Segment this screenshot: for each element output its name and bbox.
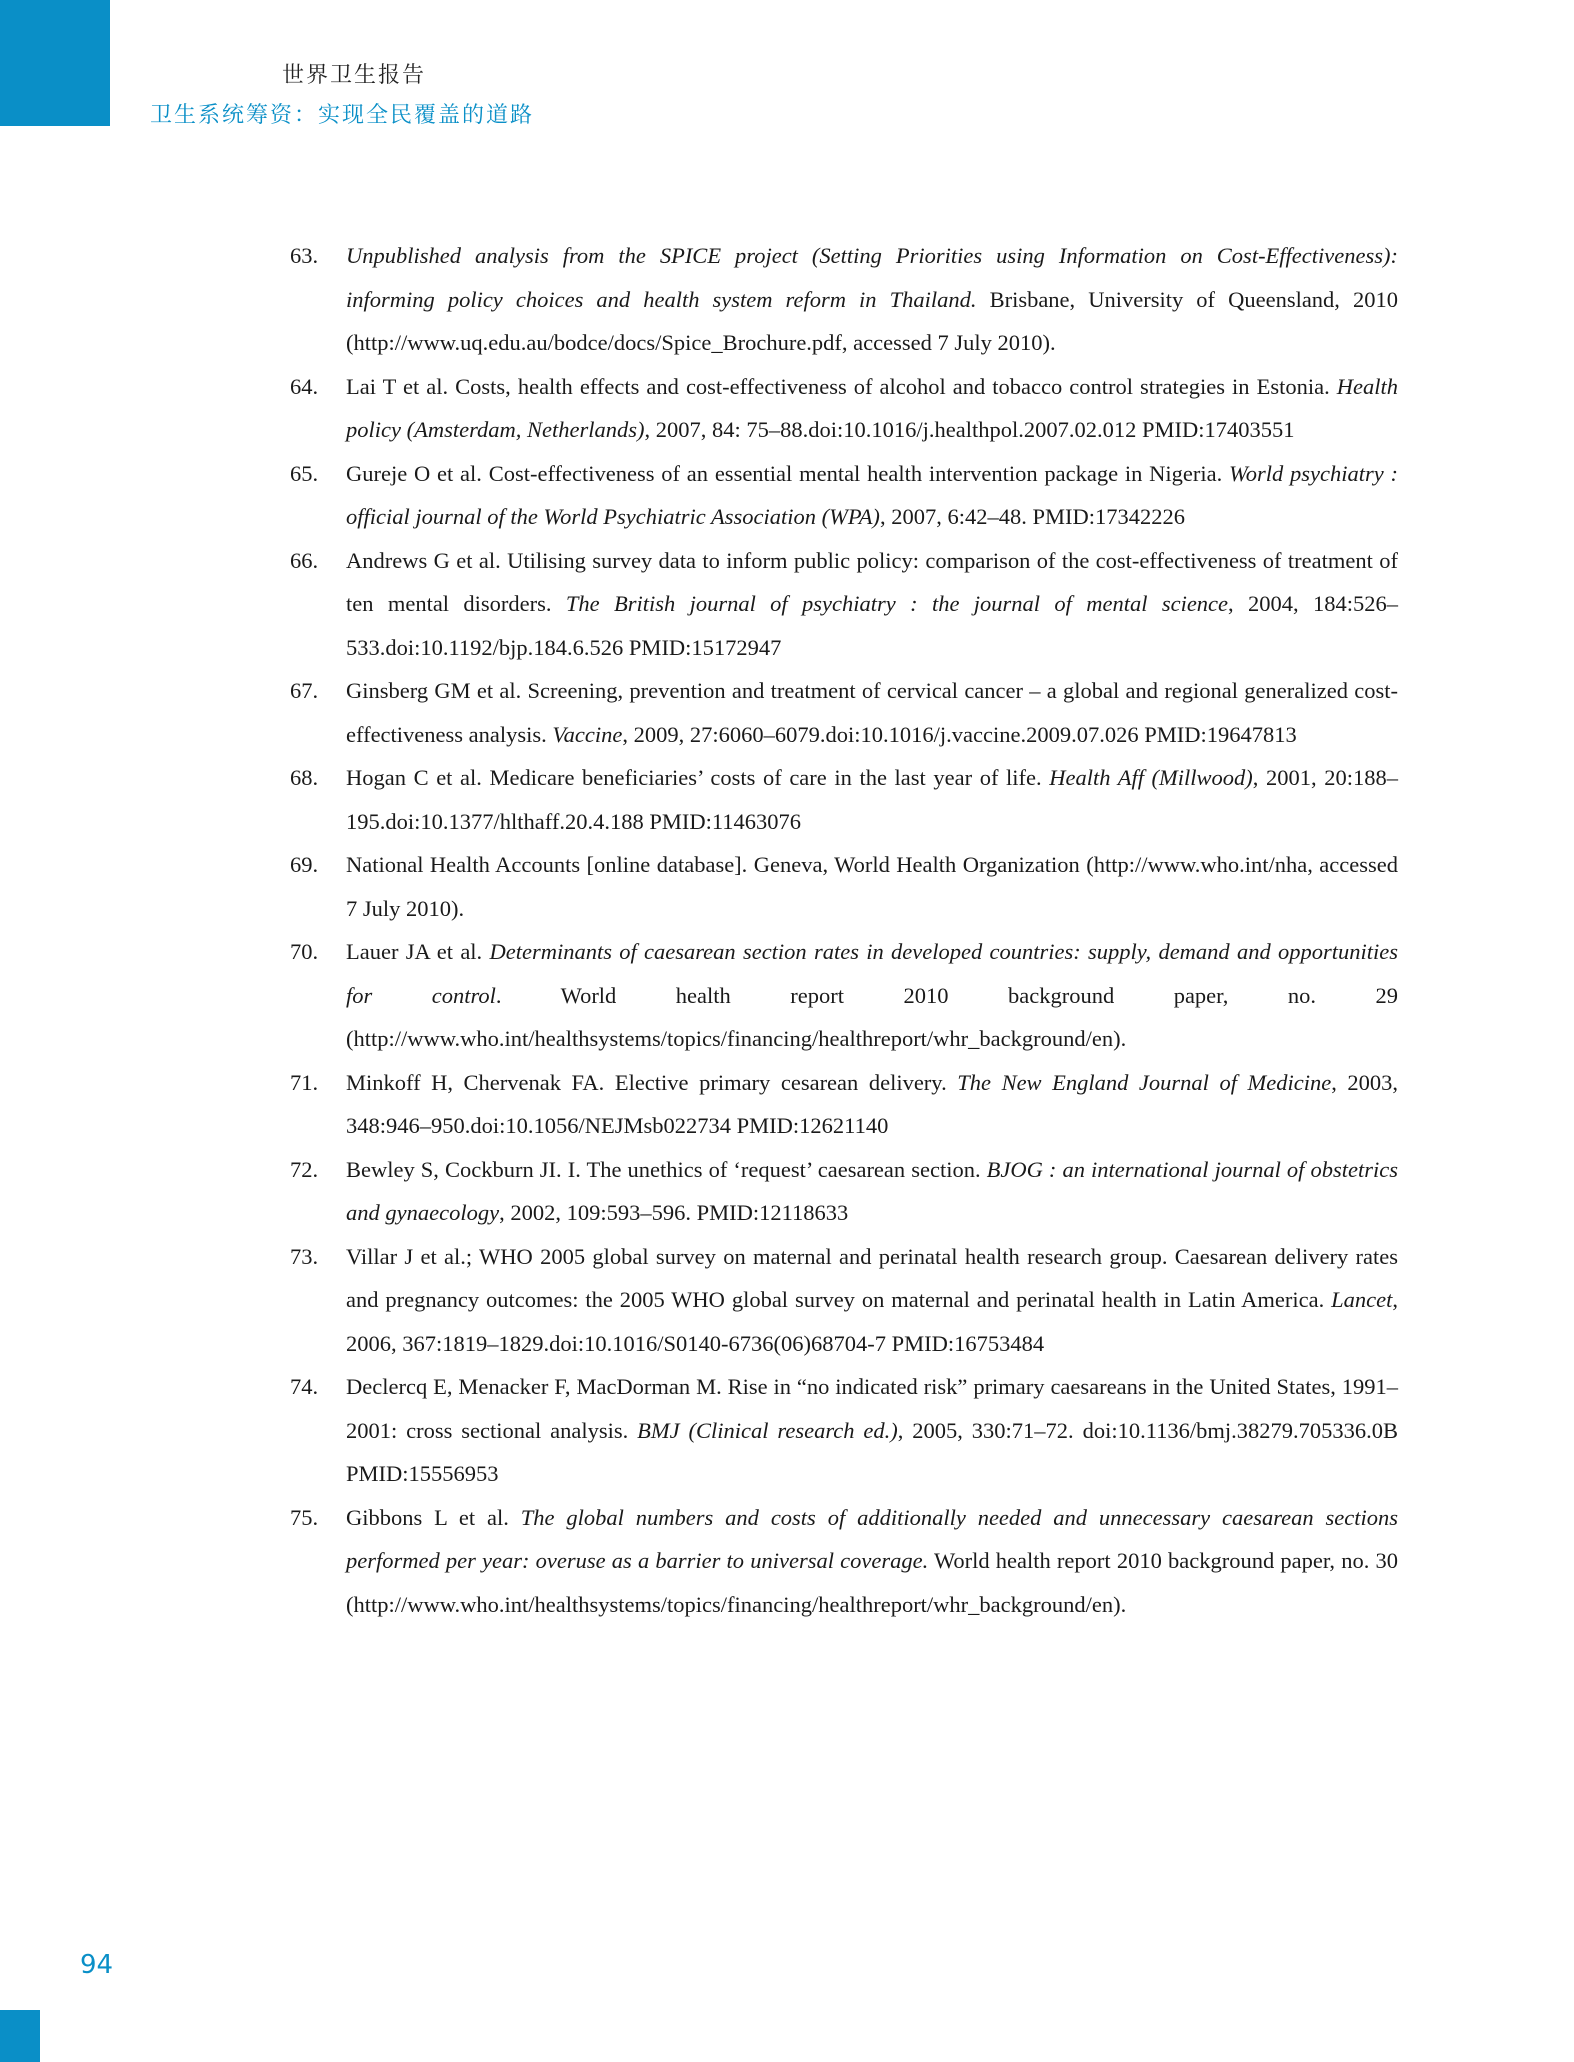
reference-italic-text: The British journal of psychiatry : the journal of mental science <box>565 591 1229 616</box>
reference-text <box>346 852 1398 921</box>
reference-italic-text: The New England Journal of Medicine <box>957 1069 1332 1095</box>
reference-plain-text: Declercq E, Menacker F, MacDorman M. Rise in “no indicated risk” primary caesareans in the United States, 1991–2001: cross sectional analysis. <box>346 1374 1398 1443</box>
reference-number: 72. <box>290 1156 319 1182</box>
reference-text <box>346 1157 1398 1226</box>
reference-number: 68. <box>290 765 319 790</box>
reference-italic-text: The global numbers and costs of additionally needed and unnecessary caesarean sections performed per year: overuse as a barrier to universal coverage. <box>346 1504 1399 1573</box>
reference-plain-text: Lai T et al. Costs, health effects and cost-effectiveness of alcohol and tobacco control strategies in Estonia. <box>346 373 1337 399</box>
reference-number: 69. <box>290 852 319 877</box>
reference-text <box>346 939 1398 1051</box>
reference-number: 65. <box>290 460 319 486</box>
reference-italic-text: Unpublished analysis from the SPICE project (Setting Priorities using Information on Cost-Effectiveness): informing policy choices and health system reform in Thailand. <box>346 243 1398 312</box>
reference-plain-text: , 2007, 84: 75–88.doi:10.1016/j.healthpol.2007.02.012 PMID:17403551 <box>644 417 1295 442</box>
reference-number: 71. <box>290 1069 319 1095</box>
reference-plain-text: , 2004, 184:526–533.doi:10.1192/bjp.184.6.526 PMID:15172947 <box>346 591 1398 660</box>
reference-number: 64. <box>290 373 319 399</box>
reference-plain-text: National Health Accounts [online database]. Geneva, World Health Organization (http://www.who.int/nha, accessed 7 July 2010). <box>346 852 1398 921</box>
page-number: 94 <box>80 1950 114 1980</box>
reference-italic-text: BJOG : an international journal of obstetrics and gynaecology <box>346 1156 1398 1225</box>
reference-item <box>290 756 1398 843</box>
reference-plain-text: Minkoff H, Chervenak FA. Elective primary cesarean delivery. <box>346 1069 958 1095</box>
reference-item <box>290 1148 1398 1235</box>
reference-plain-text: , 2009, 27:6060–6079.doi:10.1016/j.vaccine.2009.07.026 PMID:19647813 <box>622 721 1297 747</box>
reference-plain-text: Gibbons L et al. <box>346 1504 521 1530</box>
reference-italic-text: BMJ (Clinical research ed.) <box>637 1417 898 1443</box>
header-color-block <box>0 0 110 126</box>
reference-plain-text: Ginsberg GM et al. Screening, prevention and treatment of cervical cancer – a global and regional generalized cost-effectiveness analysis. <box>346 678 1398 747</box>
reference-text <box>346 765 1398 834</box>
reference-item <box>290 669 1398 756</box>
reference-plain-text: , 2003, 348:946–950.doi:10.1056/NEJMsb022734 PMID:12621140 <box>346 1069 1398 1138</box>
reference-item <box>290 843 1398 930</box>
reference-item <box>290 930 1398 1061</box>
reference-italic-text: Lancet <box>1331 1287 1393 1312</box>
reference-number: 75. <box>290 1504 319 1530</box>
reference-plain-text: , 2007, 6:42–48. PMID:17342226 <box>879 504 1185 529</box>
reference-text <box>346 678 1398 747</box>
reference-italic-text: Vaccine <box>552 721 623 747</box>
reference-item <box>290 1496 1398 1627</box>
reference-italic-text: World psychiatry : official journal of the World Psychiatric Association (WPA) <box>346 460 1398 529</box>
reference-text <box>346 548 1398 660</box>
reference-plain-text: Villar J et al.; WHO 2005 global survey on maternal and perinatal health research group. Caesarean delivery rates and pregnancy outcomes: the 2005 WHO global survey on maternal and perinatal health in Latin America. <box>346 1243 1398 1312</box>
reference-number: 70. <box>290 939 319 964</box>
reference-plain-text: Lauer JA et al. <box>346 939 490 964</box>
reference-italic-text: Determinants of caesarean section rates in developed countries: supply, demand and opportunities for control <box>346 939 1398 1008</box>
reference-plain-text: Gureje O et al. Cost-effectiveness of an essential mental health intervention package in Nigeria. <box>346 460 1230 486</box>
reference-italic-text: Health Aff (Millwood) <box>1049 765 1253 790</box>
reference-number: 73. <box>290 1243 319 1269</box>
reference-number: 63. <box>290 243 319 268</box>
reference-item <box>290 539 1398 670</box>
reference-plain-text: Hogan C et al. Medicare beneficiaries’ costs of care in the last year of life. <box>346 765 1050 790</box>
reference-plain-text: . World health report 2010 background paper, no. 29 (http://www.who.int/healthsystems/topics/financing/healthreport/whr_background/en). <box>346 982 1398 1051</box>
reference-plain-text: Andrews G et al. Utilising survey data to inform public policy: comparison of the cost-effectiveness of treatment of ten mental disorders. <box>346 547 1398 616</box>
reference-plain-text: World health report 2010 background paper, no. 30 (http://www.who.int/healthsystems/topics/financing/healthreport/whr_background/en). <box>346 1548 1398 1617</box>
header-title: 世界卫生报告 <box>282 63 427 88</box>
reference-item <box>290 1365 1398 1496</box>
reference-text <box>346 243 1398 355</box>
reference-plain-text: , 2006, 367:1819–1829.doi:10.1016/S0140-6736(06)68704-7 PMID:16753484 <box>346 1287 1398 1356</box>
header-subtitle: 卫生系统筹资：实现全民覆盖的道路 <box>150 103 535 128</box>
footer-color-block <box>0 2010 40 2062</box>
reference-text <box>346 1505 1398 1617</box>
reference-text <box>346 1244 1398 1356</box>
reference-item <box>290 234 1398 365</box>
reference-italic-text: Health policy (Amsterdam, Netherlands) <box>346 373 1398 442</box>
reference-item <box>290 1061 1398 1148</box>
reference-item <box>290 452 1398 539</box>
reference-list <box>290 234 1398 1626</box>
reference-number: 74. <box>290 1374 319 1399</box>
reference-text <box>346 1374 1398 1486</box>
reference-text <box>346 461 1398 530</box>
reference-plain-text: , 2005, 330:71–72. doi:10.1136/bmj.38279.705336.0B PMID:15556953 <box>346 1417 1398 1486</box>
reference-item <box>290 1235 1398 1366</box>
reference-number: 67. <box>290 678 319 703</box>
reference-text <box>346 1070 1398 1139</box>
reference-plain-text: , 2001, 20:188–195.doi:10.1377/hlthaff.20.4.188 PMID:11463076 <box>346 765 1398 834</box>
reference-text <box>346 374 1398 443</box>
reference-plain-text: , 2002, 109:593–596. PMID:12118633 <box>499 1200 849 1225</box>
reference-item <box>290 365 1398 452</box>
reference-number: 66. <box>290 547 319 573</box>
reference-plain-text: Bewley S, Cockburn JI. I. The unethics of ‘request’ caesarean section. <box>346 1156 987 1182</box>
reference-plain-text: Brisbane, University of Queensland, 2010 (http://www.uq.edu.au/bodce/docs/Spice_Brochure.pdf, accessed 7 July 2010). <box>346 286 1398 355</box>
